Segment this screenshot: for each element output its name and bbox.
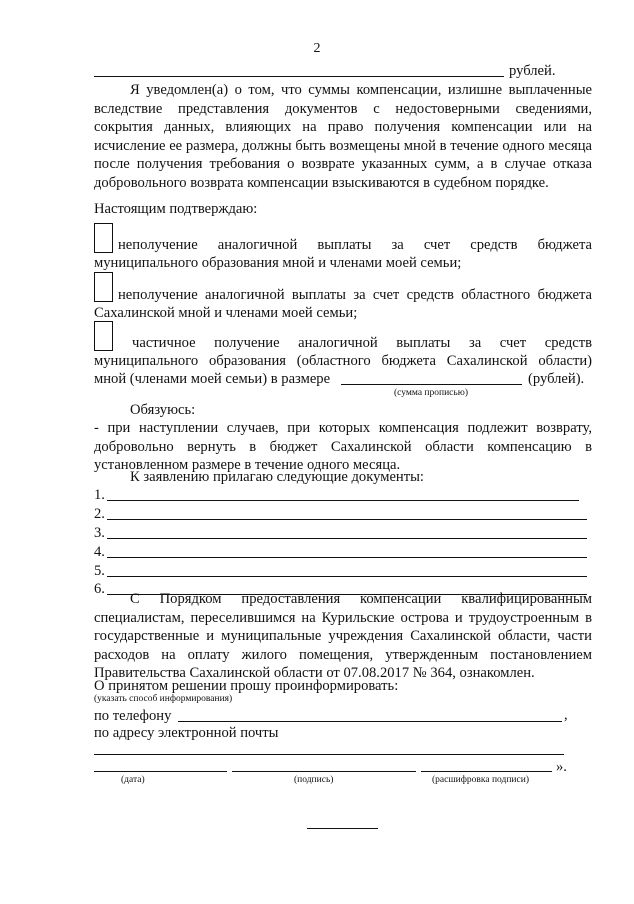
attachment-input-line[interactable] xyxy=(107,538,587,539)
phone-comma: , xyxy=(564,707,568,723)
notice-paragraph: Я уведомлен(а) о том, что суммы компенсации, излишне выплаченные вследствие представления документов с недостоверными сведениями, сокрытия данных, влияющих на право получения компенсации или на исчисление ее размера, должны быть возмещены мной в течение одного месяца после получения требования о возврате указанных сумм, а в случае отказа добровольного возврата компенсации взыскиваются в судебном порядке. xyxy=(94,82,592,191)
page-number: 2 xyxy=(313,41,321,56)
obligation-heading: Обязуюсь: xyxy=(130,402,196,418)
email-label: по адресу электронной почты xyxy=(94,725,279,741)
signature-caption: (подпись) xyxy=(294,775,334,785)
signature-decode-line[interactable] xyxy=(421,771,552,772)
phone-input-line[interactable] xyxy=(178,721,562,722)
attachment-input-line[interactable] xyxy=(107,500,579,501)
attachment-number: 5. xyxy=(94,563,105,579)
attachment-number: 4. xyxy=(94,544,105,560)
signature-line[interactable] xyxy=(232,771,416,772)
attachments-heading: К заявлению прилагаю следующие документы: xyxy=(130,469,424,485)
inform-heading: О принятом решении прошу проинформировать: xyxy=(94,678,399,694)
date-line[interactable] xyxy=(94,771,227,772)
date-caption: (дата) xyxy=(121,775,145,785)
attachment-input-line[interactable] xyxy=(107,576,587,577)
option-3-line-2: муниципального образования (областного бюджета Сахалинской области) xyxy=(94,353,592,369)
confirm-heading: Настоящим подтверждаю: xyxy=(94,201,258,217)
option-1-checkbox[interactable] xyxy=(94,223,113,253)
amount-in-words-line[interactable] xyxy=(341,384,522,385)
attachment-input-line[interactable] xyxy=(107,557,587,558)
amount-blank-line[interactable] xyxy=(94,76,504,77)
option-1-line-1 xyxy=(118,236,592,255)
option-2-line-1: неполучение аналогичной выплаты за счет средств областного бюджета xyxy=(118,287,592,303)
attachment-number: 6. xyxy=(94,581,105,597)
email-input-line[interactable] xyxy=(94,754,564,755)
attachment-number: 2. xyxy=(94,506,105,522)
procedure-paragraph: С Порядком предоставления компенсации квалифицированным специалистам, переселившимся на Курильские острова и трудоустроенным в государственные и муниципальные учреждения Сахалинской области, части расходов на оплату жилого помещения, утвержденным постановлением Правительства Сахалинской области от 07.08.2017 № 364, ознакомлен. xyxy=(94,591,592,681)
amount-caption: (сумма прописью) xyxy=(394,388,468,398)
bottom-divider xyxy=(307,828,378,829)
attachment-number: 3. xyxy=(94,525,105,541)
obligation-text: - при наступлении случаев, при которых компенсация подлежит возврату, добровольно вернуть в бюджет Сахалинской области компенсацию в установленном размере в течение одного месяца. xyxy=(94,420,592,473)
rubles-label: рублей. xyxy=(509,63,556,79)
option-2-line-2: Сахалинской мной и членами моей семьи; xyxy=(94,305,358,321)
closing-quote: ». xyxy=(556,759,567,775)
phone-label: по телефону xyxy=(94,708,172,724)
option-2-checkbox[interactable] xyxy=(94,272,113,302)
signature-decode-caption: (расшифровка подписи) xyxy=(432,775,529,785)
inform-caption: (указать способ информирования) xyxy=(94,694,233,704)
option-3-rubles: (рублей). xyxy=(528,371,585,387)
option-3-checkbox[interactable] xyxy=(94,321,113,351)
option-1-text-1: неполучение аналогичной выплаты за счет средств бюджета xyxy=(118,237,592,253)
attachment-input-line[interactable] xyxy=(107,519,587,520)
attachment-number: 1. xyxy=(94,487,105,503)
option-3-line-1: частичное получение аналогичной выплаты за счет средств xyxy=(132,335,592,351)
option-1-line-2: муниципального образования мной и членами моей семьи; xyxy=(94,255,462,271)
option-3-line-3: мной (членами моей семьи) в размере xyxy=(94,371,331,387)
